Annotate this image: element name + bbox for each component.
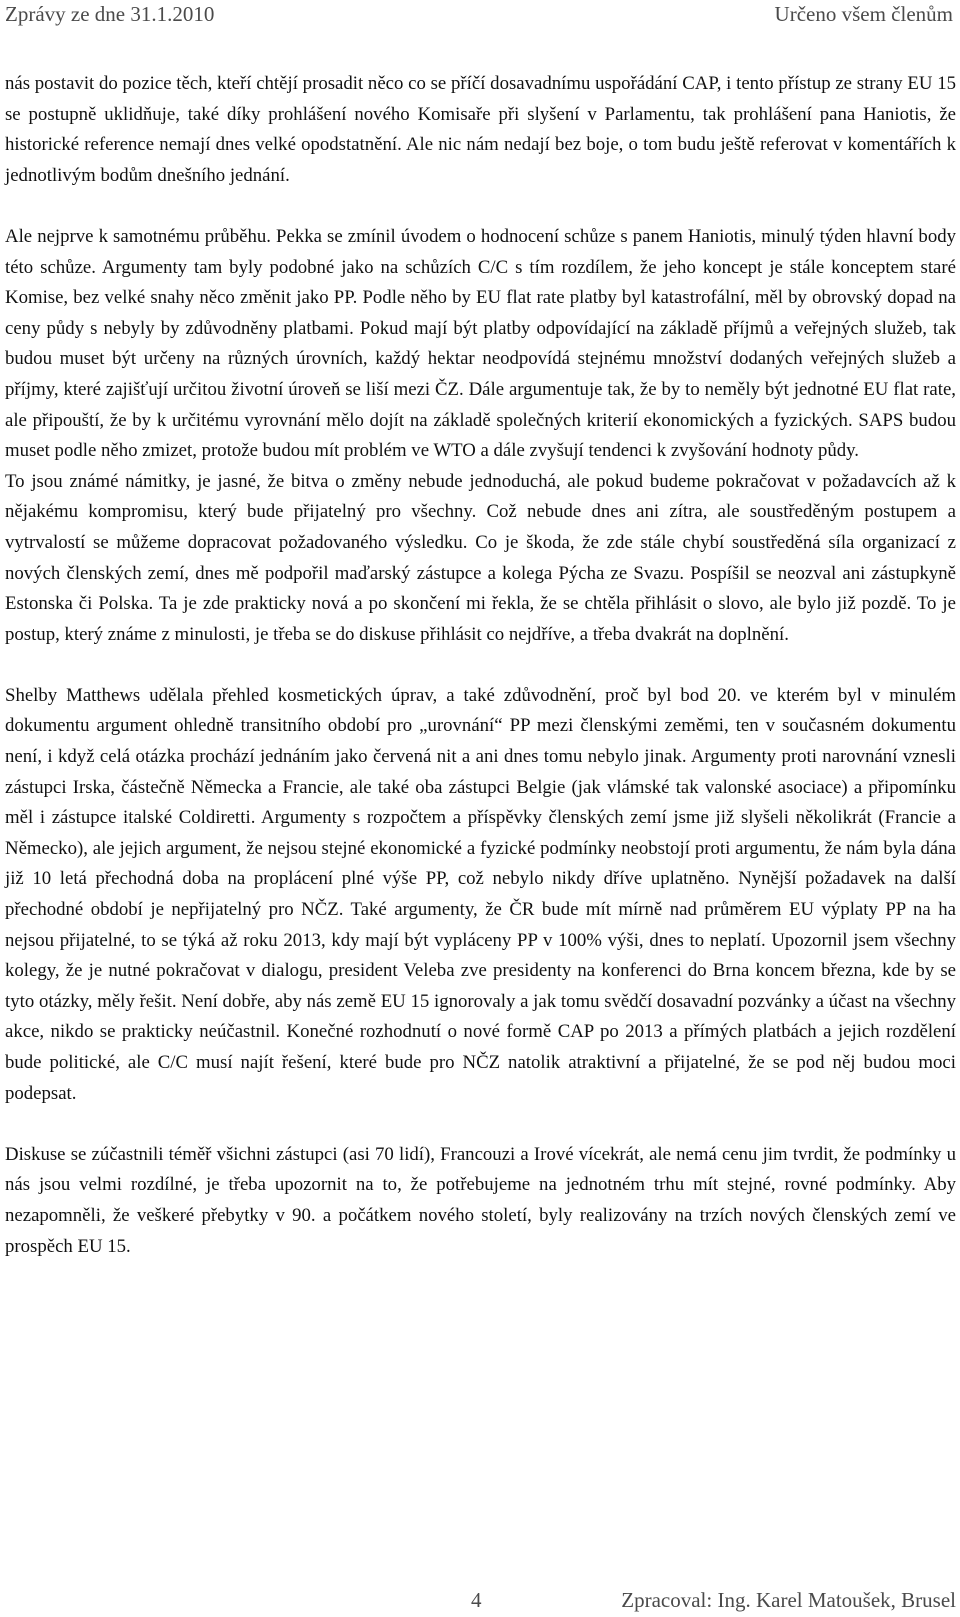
header-date: Zprávy ze dne 31.1.2010 — [5, 2, 215, 26]
page-header — [0, 0, 960, 30]
page-number: 4 — [471, 1588, 482, 1612]
paragraph-objections: To jsou známé námitky, je jasné, že bitva o změny nebude jednoduchá, ale pokud budeme pokračovat v požadavcích až k nějakému kompromisu, který bude přijatelný pro všechny. Což nebude dnes ani zítra, ale soustředěným postupem a vytrvalostí se můžeme dopracovat požadovaného výsledku. Co je škoda, že zde stále chybí soustředěná síla organizací z nových členských zemí, dnes mě podpořil maďarský zástupce a kolega Pýcha ze Svazu. Pospíšil se neozval ani zástupkyně Estonska či Polska. Ta je zde prakticky nová a po skončení mi řekla, že se chtěla přihlásit o slovo, ale bylo již pozdě. To je postup, který známe z minulosti, je třeba se do diskuse přihlásit co nejdříve, a třeba dvakrát na doplnění. — [5, 470, 956, 645]
paragraph-meeting-course: Ale nejprve k samotnému průběhu. Pekka se zmínil úvodem o hodnocení schůze s panem Haniotis, minulý týden hlavní body této schůze. Argumenty tam byly podobné jako na schůzích C/C s tím rozdílem, že jeho koncept je stále konceptem staré Komise, bez velké snahy něco změnit jako PP. Podle něho by EU flat rate platby byl katastrofální, měl by obrovský dopad na ceny půdy s nebyly by zdůvodněny platbami. Pokud mají být platby odpovídající na základě příjmů a veřejných služeb, tak budou muset být určeny na různých úrovních, každý hektar neodpovídá stejnému množství dodaných veřejných služeb a příjmy, které zajišťují určitou životní úroveň se liší mezi ČZ. Dále argumentuje tak, že by to neměly být jednotné EU flat rate, ale připouští, že by k určitému vyrovnání mělo dojít na základě společných kriterií ekonomických a fyzických. SAPS budou muset podle něho zmizet, protože budou mít problém ve WTO a dále zvyšují tendenci k zvyšování hodnoty půdy. — [5, 225, 956, 462]
page-footer — [0, 1582, 960, 1617]
paragraph-shelby-matthews: Shelby Matthews udělala přehled kosmetických úprav, a také zdůvodnění, proč byl bod 20. ve kterém byl v minulém dokumentu argument ohledně transitního období pro „urovnání“ PP mezi členskými zeměmi, ten v současném dokumentu není, i když celá otázka prochází jednáním jako červená nit a ani dnes tomu nebylo jinak. Argumenty proti narovnání vznesli zástupci Irska, částečně Německa a Francie, ale také oba zástupci Belgie (jak vlámské tak valonské asociace) a připomínku měl i zástupce italské Coldiretti. Argumenty s rozpočtem a příspěvky členských zemí jsme již slyšeli několikrát (Francie a Německo), ale jejich argument, že nejsou stejné ekonomické a fyzické podmínky neobstojí proti argumentu, že nám byla dána již 10 letá přechodná doba na proplácení plné výše PP, což nebylo nikdy dříve uplatněno. Nynější požadavek na další přechodné období je nepřijatelný pro NČZ. Také argumenty, že ČR bude mít mírně nad průměrem EU výplaty PP na ha nejsou přijatelné, to se týká až roku 2013, kdy mají být vypláceny PP v 100% výši, dnes to neplatí. Upozornil jsem všechny kolegy, že je nutné pokračovat v dialogu, president Veleba zve presidenty na konferenci do Brna koncem března, kde by se tyto otázky, měly řešit. Není dobře, aby nás země EU 15 ignorovaly a jak tomu svědčí dosavadní pozvánky a účast na všechny akce, nikdo se prakticky neúčastnil. Konečné rozhodnutí o nové formě CAP po 2013 a přímých platbách a jejich rozdělení bude politické, ale C/C musí najít řešení, které bude pro NČZ natolik atraktivní a přijatelné, že se pod něj budou moci podepsat. — [5, 684, 956, 1104]
header-audience: Určeno všem členům — [774, 2, 953, 26]
paragraph-intro-continuation: nás postavit do pozice těch, kteří chtějí prosadit něco co se příčí dosavadnímu uspořádání CAP, i tento přístup ze strany EU 15 se postupně uklidňuje, také díky prohlášení nového Komisaře při slyšení v Parlamentu, tak prohlášení pana Haniotis, že historické reference nemají dnes velké opodstatnění. Ale nic nám nedají bez boje, o tom budu ještě referovat v komentářích k jednotlivým bodům dnešního jednání. — [5, 73, 956, 186]
document-body — [5, 69, 956, 1262]
author-credit: Zpracoval: Ing. Karel Matoušek, Brusel — [621, 1588, 956, 1612]
paragraph-discussion: Diskuse se zúčastnili téměř všichni zástupci (asi 70 lidí), Francouzi a Irové vícekrát, ale nemá cenu jim tvrdit, že podmínky u nás jsou velmi rozdílné, je třeba upozornit na to, že potřebujeme na jednotném trhu mít stejné, rovné podmínky. Aby nezapomněli, že veškeré přebytky v 90. a počátkem nového století, byly realizovány na trzích nových členských zemí ve prospěch EU 15. — [5, 1143, 956, 1257]
